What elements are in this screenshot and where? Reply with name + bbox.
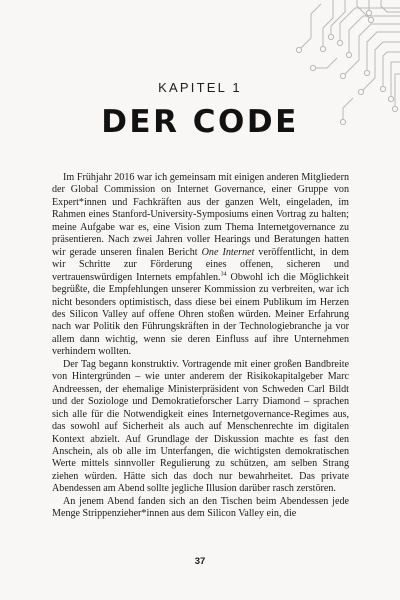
- paragraph-3: An jenem Abend fanden sich an den Tischen beim Abendessen jede Menge Strippenzieher*innen aus dem Silicon Valley ein, die: [52, 495, 349, 520]
- body-text: [52, 172, 349, 521]
- paragraph-1-part-1: Im Frühjahr 2016 war ich gemeinsam mit einigen anderen Mitgliedern der Global Commission on Internet Governance, einer Gruppe von Expert*innen und Fachkräften aus der ganzen Welt, eingeladen, im Rahmen eines Stanford-University-Symposiums einen Vortrag zu halten; meine Aufgabe war es, eine Vision zum Thema Internetgovernance zu präsentieren. Nach zwei Jahren voller Hearings und Beratungen hatten wir gerade unseren finalen Bericht: [52, 172, 349, 258]
- footnote-marker[interactable]: 34: [220, 271, 227, 278]
- paragraph-1-part-3: Obwohl ich die Möglichkeit begrüßte, die Empfehlungen unserer Kommission zu verbreiten, war ich nicht besonders optimistisch, dass diese bei einem Publikum im Herzen des Silicon Valley auf offene Ohren stoßen würden. Meiner Erfahrung nach war Politik den Führungskräften in der Technologiebranche ja vor allem dann wichtig, wenn sie deren Einfluss auf ihre Unternehmen verhindern wollten.: [52, 271, 350, 358]
- paragraph-1: [52, 172, 349, 359]
- report-title: One Internet: [201, 246, 255, 258]
- chapter-label: KAPITEL 1: [158, 80, 242, 95]
- paragraph-2: Der Tag begann konstruktiv. Vortragende mit einer großen Bandbreite von Hintergründen – wie unter anderem der Risikokapitalgeber Marc Andreessen, der ehemalige Ministerpräsident von Schweden Carl Bildt und der Soziologe und Demokratieforscher Larry Diamond – sprachen sich alle für die Notwendigkeit eines Internetgovernance-Regimes aus, das sowohl auf Sicherheit als auch auf Menschenrechte im digitalen Kontext abzielt. Auf Grundlage der Diskussion machte es fast den Anschein, als ob alle im Unterfangen, die wichtigsten demokratischen Werte mittels sinnvoller Regulierung zu schützen, am selben Strang ziehen würden. Hätte sich das doch nur bewahrheitet. Das private Abendessen am Abend sollte jegliche Illusion darüber rasch zerstören.: [52, 358, 349, 495]
- chapter-title: DER CODE: [101, 104, 299, 140]
- paragraph-1-part-2: veröffentlicht, in dem wir Schritte zur Förderung eines offenen, sicheren und vertrauenswürdigen Internets empfahlen.: [52, 246, 349, 283]
- page-number: 37: [194, 556, 206, 567]
